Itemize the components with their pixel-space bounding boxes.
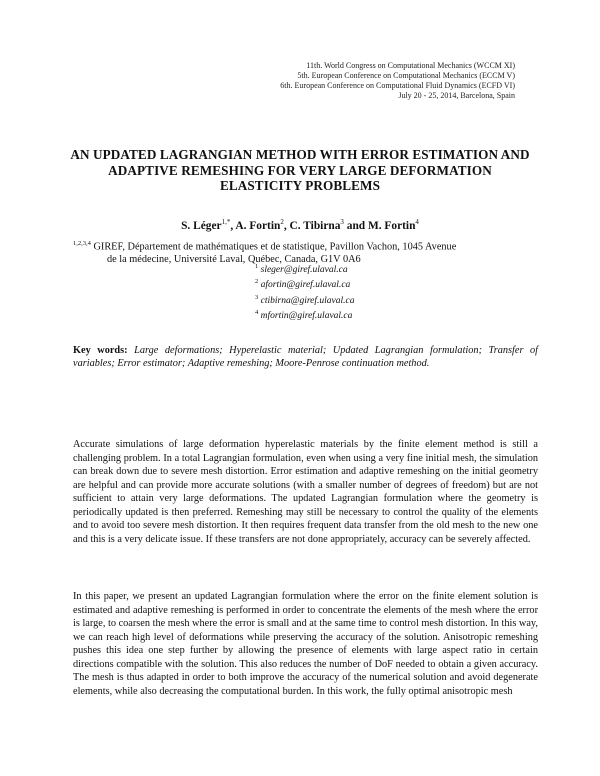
conference-header — [280, 61, 515, 101]
email-address[interactable]: ctibirna@giref.ulaval.ca — [260, 295, 355, 306]
email-address[interactable]: mfortin@giref.ulaval.ca — [260, 311, 353, 322]
author-separator: , — [230, 219, 236, 232]
conference-line: 5th. European Conference on Computational Mechanics (ECCM V) — [297, 71, 515, 80]
email-superscript: 4 — [255, 309, 259, 317]
email-superscript: 1 — [255, 263, 259, 270]
author-list — [70, 215, 530, 233]
conference-line: 6th. European Conference on Computational Fluid Dynamics (ECFD VI) — [280, 81, 515, 90]
affiliation-line-2: de la médecine, Université Laval, Québec, Canada, G1V 0A6 — [107, 253, 361, 265]
email-superscript: 3 — [255, 293, 259, 301]
affiliation-superscript: 1,2,3,4 — [73, 240, 91, 247]
conference-line: 11th. World Congress on Computational Mechanics (WCCM XI) — [306, 61, 515, 70]
email-address[interactable]: sleger@giref.ulaval.ca — [260, 265, 348, 276]
keywords — [73, 344, 538, 370]
author-superscript: 3 — [340, 218, 344, 226]
author-superscript: 1,* — [221, 218, 231, 226]
author-name: C. Tibirna — [289, 219, 341, 232]
author-name: M. Fortin — [367, 219, 416, 232]
affiliation-text: GIREF, Département de mathématiques et de statistique, Pavillon Vachon, 1045 Avenue — [90, 241, 457, 253]
body-paragraph: In this paper, we present an updated Lagrangian formulation where the error on the finite element solution is estimated and adaptive remeshing is performed in order to concentrate the elements of the mesh where the error is large, to coarsen the mesh where the error is small and at the same time to control mesh distortion. In this way, we can reach high level of deformations while preserving the accuracy of the solution. Anisotropic remeshing pushes this idea one step further by allowing the presence of elements with large aspect ratio in certain directions compatible with the solution. This also reduces the number of DoF needed to obtain a given accuracy. The mesh is thus adapted in order to both improve the accuracy of the numerical solution and avoid degenerate elements, while also decreasing the computational burden. In this work, the fully optimal anisotropic mesh — [73, 591, 538, 697]
email-item — [255, 307, 355, 322]
conference-date-location: July 20 - 25, 2014, Barcelona, Spain — [398, 91, 515, 100]
affiliation-line-1 — [73, 238, 538, 254]
paper-title: AN UPDATED LAGRANGIAN METHOD WITH ERROR ESTIMATION AND ADAPTIVE REMESHING FOR VERY LARGE DEFORMATION ELASTICITY PROBLEMS — [70, 147, 530, 193]
keywords-text: Large deformations; Hyperelastic material; Updated Lagrangian formulation; Transfer of variables; Error estimator; Adaptive remeshing; Moore-Penrose continuation method. — [73, 345, 538, 369]
keywords-label: Key words: — [73, 345, 128, 356]
email-list — [255, 261, 355, 322]
author-superscript: 2 — [280, 218, 284, 226]
email-superscript: 2 — [255, 278, 259, 286]
author-separator: and — [343, 219, 368, 232]
author-separator: , — [283, 219, 290, 232]
email-address[interactable]: afortin@giref.ulaval.ca — [260, 280, 351, 291]
email-item — [255, 261, 355, 276]
body-paragraph: Accurate simulations of large deformation hyperelastic materials by the finite element method is still a challenging problem. In a total Lagrangian formulation, even when using a very fine initial mesh, the simulation can break down due to severe mesh distortion. Error estimation and adaptive remeshing on the initial geometry are helpful and can provide more accurate solutions (with a smaller number of degrees of freedom) but are not sufficient to attain very large deformations. The updated Lagrangian formulation where the geometry is periodically updated is then preferred. Remeshing may still be necessary to control the quality of the elements and to avoid too severe mesh distortion. It then requires frequent data transfer from the old mesh to the new one and this is a very delicate issue. If these transfers are not done appropriately, accuracy can be severely affected. — [73, 439, 538, 545]
author-superscript: 4 — [415, 218, 419, 226]
author-name: S. Léger — [181, 219, 222, 232]
email-item — [255, 292, 355, 307]
author-name: A. Fortin — [235, 219, 281, 232]
email-item — [255, 276, 355, 291]
